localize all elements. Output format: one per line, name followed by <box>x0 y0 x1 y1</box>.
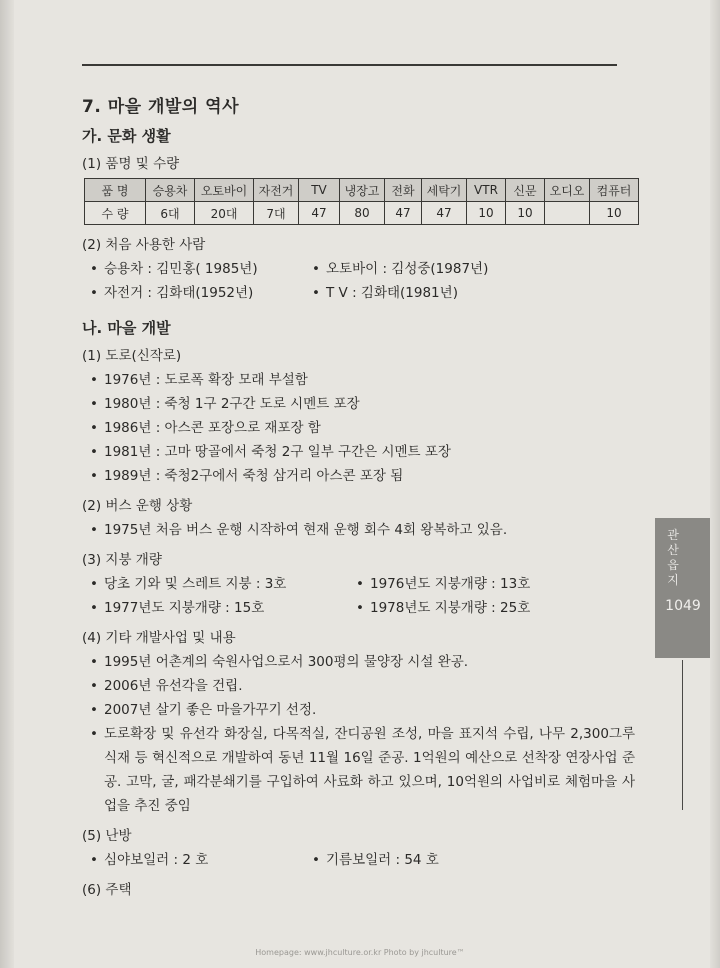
list-item: • 1989년 : 죽청2구에서 죽청 삼거리 아스콘 포장 됨 <box>90 468 404 484</box>
list-item: • 1976년 : 도로폭 확장 모래 부설함 <box>90 372 308 388</box>
page-edge-right <box>710 0 720 968</box>
list-item: • 1995년 어촌계의 숙원사업으로서 300평의 물양장 시설 완공. <box>90 654 469 670</box>
table-cell: 신문 <box>506 179 545 202</box>
table-cell: TV <box>299 179 340 202</box>
roof-row: • 1977년도 지붕개량 : 15호 • 1978년도 지붕개량 : 25호 <box>90 600 531 616</box>
table-cell: 47 <box>422 202 467 225</box>
roof-row: • 당초 기와 및 스레트 지붕 : 3호 • 1976년도 지붕개량 : 13호 <box>90 576 531 592</box>
subsection-culture: 가. 문화 생활 <box>82 127 171 145</box>
roof-item: 1976년도 지붕개량 : 13호 <box>370 576 531 592</box>
heating-row: • 심야보일러 : 2 호 • 기름보일러 : 54 호 <box>90 852 439 868</box>
table-cell: 승용차 <box>146 179 195 202</box>
table-header-row <box>85 179 639 202</box>
table-cell: 6대 <box>146 202 195 225</box>
side-tab-label: 관산읍지 <box>667 528 679 587</box>
table-cell: 20대 <box>195 202 254 225</box>
roof-heading: (3) 지붕 개량 <box>82 552 162 568</box>
table-cell: 세탁기 <box>422 179 467 202</box>
first-users-row: • 자전거 : 김화태(1952년) • T V : 김화태(1981년) <box>90 285 458 301</box>
first-user-bike: 오토바이 : 김성중(1987년) <box>326 261 489 277</box>
header-rule <box>82 64 617 66</box>
page-content <box>82 92 642 902</box>
table-cell: 컴퓨터 <box>590 179 639 202</box>
table-cell: 수 량 <box>85 202 146 225</box>
subsection-development: 나. 마을 개발 <box>82 319 171 337</box>
roof-item: 1978년도 지붕개량 : 25호 <box>370 600 531 616</box>
list-item: • 1975년 처음 버스 운행 시작하여 현재 운행 회수 4회 왕복하고 있음. <box>90 522 508 538</box>
heating-item: 기름보일러 : 54 호 <box>326 852 439 868</box>
first-user-tv: T V : 김화태(1981년) <box>326 285 458 301</box>
table-cell: VTR <box>467 179 506 202</box>
table-cell: 오디오 <box>545 179 590 202</box>
page-number: 1049 <box>665 598 701 614</box>
table-cell: 10 <box>590 202 639 225</box>
table-cell: 전화 <box>385 179 422 202</box>
items-table <box>84 178 639 225</box>
list-item: • 1980년 : 죽청 1구 2구간 도로 시멘트 포장 <box>90 396 360 412</box>
side-tab-rule <box>682 660 683 810</box>
items-heading: (1) 품명 및 수량 <box>82 156 180 172</box>
table-cell: 47 <box>299 202 340 225</box>
roof-item: 1977년도 지붕개량 : 15호 <box>104 600 265 616</box>
table-cell: 자전거 <box>254 179 299 202</box>
roof-item: 당초 기와 및 스레트 지붕 : 3호 <box>104 576 287 592</box>
section-title: 7. 마을 개발의 역사 <box>82 97 239 117</box>
first-user-car: 승용차 : 김민홍( 1985년) <box>104 261 258 277</box>
list-item: • 2006년 유선각을 건립. <box>90 678 243 694</box>
page-edge-left <box>0 0 14 968</box>
road-heading: (1) 도로(신작로) <box>82 348 182 364</box>
list-item: • 도로확장 및 유선각 화장실, 다목적실, 잔디공원 조성, 마을 표지석 수립, 나무 2,300그루 식재 등 혁신적으로 개발하여 동년 11월 16일 준공. 1억원의 예산으로 선착장 연장사업 준공. 고막, 굴, 패각분쇄기를 구입하여 사료화 하고 있으며, 10억원의 사업비로 체험마을 사업을 추진 중임 <box>90 726 635 814</box>
first-user-bicycle: 자전거 : 김화태(1952년) <box>104 285 254 301</box>
heating-heading: (5) 난방 <box>82 828 132 844</box>
list-item: • 1986년 : 아스콘 포장으로 재포장 함 <box>90 420 321 436</box>
housing-heading: (6) 주택 <box>82 882 132 898</box>
table-cell: 오토바이 <box>195 179 254 202</box>
table-cell: 7대 <box>254 202 299 225</box>
list-item: • 1981년 : 고마 땅골에서 죽청 2구 일부 구간은 시멘트 포장 <box>90 444 451 460</box>
side-tab <box>655 518 710 658</box>
table-row <box>85 202 639 225</box>
first-users-row: • 승용차 : 김민홍( 1985년) • 오토바이 : 김성중(1987년) <box>90 261 489 277</box>
table-cell: 80 <box>340 202 385 225</box>
table-cell: 47 <box>385 202 422 225</box>
etc-heading: (4) 기타 개발사업 및 내용 <box>82 630 236 646</box>
table-cell: 냉장고 <box>340 179 385 202</box>
bus-heading: (2) 버스 운행 상황 <box>82 498 193 514</box>
table-cell: 10 <box>506 202 545 225</box>
first-users-heading: (2) 처음 사용한 사람 <box>82 237 206 253</box>
table-cell <box>545 202 590 225</box>
list-item: • 2007년 살기 좋은 마을가꾸기 선정. <box>90 702 317 718</box>
table-cell: 품 명 <box>85 179 146 202</box>
heating-item: 심야보일러 : 2 호 <box>104 852 209 868</box>
table-cell: 10 <box>467 202 506 225</box>
watermark-footer: Homepage: www.jhculture.or.kr Photo by jhculture™ <box>255 948 465 957</box>
